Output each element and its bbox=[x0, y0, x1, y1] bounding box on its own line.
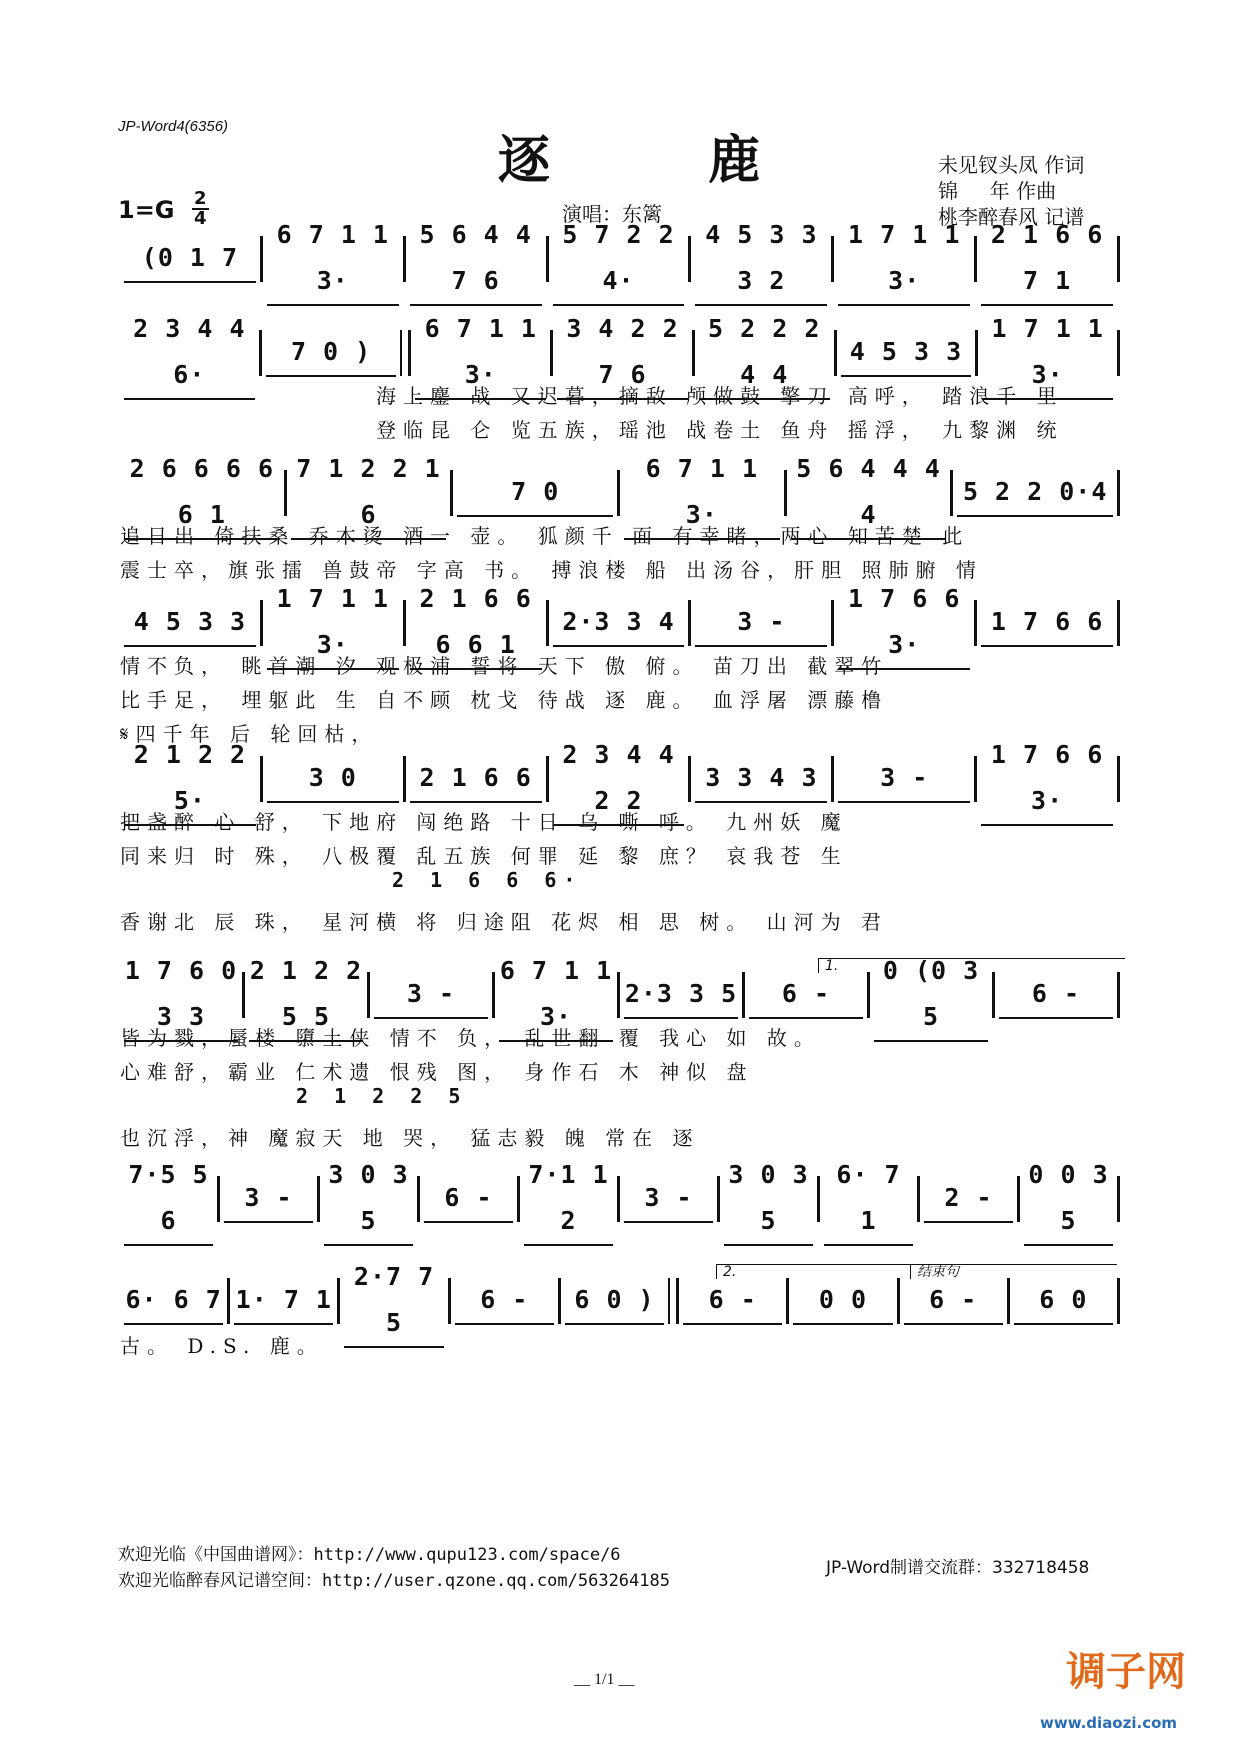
measure: 6 - bbox=[904, 1277, 1003, 1325]
measure: 5 6 4 4 4 4 bbox=[791, 446, 947, 540]
measure: 5 2 2 2 4 4 bbox=[699, 306, 830, 400]
barline bbox=[688, 236, 691, 282]
barline bbox=[260, 756, 263, 802]
measure: 6 7 1 1 3· bbox=[415, 306, 546, 400]
measure: 1 7 6 6 3· bbox=[838, 576, 970, 670]
barline bbox=[831, 756, 834, 802]
lyric-line: 追日出 倚扶桑 乔木烫 酒一 壶。 狐颜千 面 有幸睹，两心 知苦楚 此 bbox=[120, 524, 970, 548]
volta-bracket: 1. bbox=[818, 958, 1125, 973]
barline bbox=[831, 600, 834, 646]
measure: 3 - bbox=[374, 971, 488, 1019]
barline bbox=[217, 1176, 220, 1222]
barline bbox=[1117, 600, 1120, 646]
barline bbox=[831, 236, 834, 282]
barline bbox=[1117, 330, 1120, 376]
measure: 2·3 3 5 bbox=[624, 971, 738, 1019]
time-denominator: 4 bbox=[194, 208, 207, 229]
watermark-url: www.diaozi.com bbox=[1040, 1714, 1178, 1732]
measure: 2 1 2 2 5· bbox=[124, 732, 256, 826]
barline bbox=[546, 600, 549, 646]
measure: 2 1 6 6 6 6 1 bbox=[410, 576, 542, 670]
barline bbox=[403, 236, 406, 282]
watermark-brand: 调子网 bbox=[1066, 1649, 1186, 1695]
measure: 2 3 4 4 6· bbox=[124, 306, 255, 400]
measure: 6 7 1 1 3· bbox=[624, 446, 780, 540]
barline bbox=[834, 330, 837, 376]
lyric-line: 把盏醉 心 舒， 下地府 闯绝路 十日 乌 嘶 呼。 九州妖 魔 bbox=[120, 810, 848, 834]
page-number: __ 1/1 __ bbox=[574, 1671, 635, 1688]
measure: 6 - bbox=[749, 971, 863, 1019]
footer-link-1[interactable]: 欢迎光临《中国曲谱网》：http://www.qupu123.com/space/6 bbox=[118, 1545, 621, 1565]
barline bbox=[1017, 1176, 1020, 1222]
lyric-line: 同来归 时 殊， 八极覆 乱五族 何罪 延 黎 庶？ 哀我苍 生 bbox=[120, 844, 848, 868]
measure: 2 1 6 6 bbox=[410, 755, 542, 803]
measure: 2 - bbox=[924, 1175, 1013, 1223]
ossia-notes: 2 1 6 6 6· bbox=[392, 868, 583, 892]
barline bbox=[492, 972, 495, 1018]
barline bbox=[617, 1176, 620, 1222]
time-numerator: 2 bbox=[194, 188, 207, 209]
barline bbox=[974, 600, 977, 646]
measure: 7 0 bbox=[457, 469, 613, 517]
measure: 3 0 bbox=[267, 755, 399, 803]
barline bbox=[786, 1278, 789, 1324]
barline bbox=[1117, 972, 1120, 1018]
note-line bbox=[120, 740, 1120, 815]
barline bbox=[1117, 1176, 1120, 1222]
barline bbox=[517, 1176, 520, 1222]
measure: 2·7 7 5 bbox=[344, 1254, 443, 1348]
composer: 锦 年 作曲 bbox=[938, 179, 1057, 203]
lyric-line: 海上鏖 战 又迟暮，摘敌 颅做鼓 擎刀 高呼， 踏浪千 里 bbox=[376, 384, 1064, 408]
lyric-line: 登临昆 仑 览五族，瑶池 战卷土 鱼舟 摇浮， 九黎渊 统 bbox=[376, 418, 1064, 442]
lyric-line: 𝄋四千年 后 轮回枯， bbox=[120, 722, 379, 746]
lyric-line: 香谢北 辰 珠， 星河横 将 归途阻 花烬 相 思 树。 山河为 君 bbox=[120, 910, 888, 934]
measure: 1 7 6 0 3 3 bbox=[124, 948, 238, 1042]
barline bbox=[227, 1278, 230, 1324]
barline bbox=[742, 972, 745, 1018]
barline bbox=[260, 236, 263, 282]
barline bbox=[1117, 756, 1120, 802]
measure: 4 5 3 3 3 2 bbox=[695, 212, 827, 306]
note-line bbox=[120, 454, 1120, 529]
time-signature bbox=[192, 190, 209, 228]
measure: 0 (0 3 5 bbox=[874, 948, 988, 1042]
barline bbox=[897, 1278, 900, 1324]
barline bbox=[974, 236, 977, 282]
measure: 6 - bbox=[683, 1277, 782, 1325]
measure: 1 7 1 1 3· bbox=[982, 306, 1113, 400]
barline bbox=[1117, 236, 1120, 282]
barline bbox=[617, 972, 620, 1018]
measure: 6 0 ) bbox=[565, 1277, 664, 1325]
lyric-line: 皆为戮，蜃楼 隳土侠 情不 负， 乱世翻 覆 我心 如 故。 bbox=[120, 1026, 821, 1050]
barline bbox=[448, 1278, 451, 1324]
barline bbox=[1117, 470, 1120, 516]
measure: 4 5 3 3 bbox=[124, 599, 256, 647]
measure: 1 7 1 1 3· bbox=[267, 576, 399, 670]
measure: 7 1 2 2 1 6 bbox=[291, 446, 447, 540]
barline bbox=[1117, 1278, 1120, 1324]
measure: 6 - bbox=[999, 971, 1113, 1019]
barline bbox=[550, 330, 553, 376]
barline bbox=[260, 600, 263, 646]
measure: 1 7 6 6 bbox=[981, 599, 1113, 647]
measure: 2 1 6 6 7 1 bbox=[981, 212, 1113, 306]
measure: 5 7 2 2 4· bbox=[553, 212, 685, 306]
barline bbox=[617, 470, 620, 516]
measure: 6· 7 1 bbox=[824, 1152, 913, 1246]
measure: 3 - bbox=[224, 1175, 313, 1223]
measure: 2 1 2 2 5 5 bbox=[249, 948, 363, 1042]
lyric-line: 震士卒，旗张擂 兽鼓帝 字高 书。 搏浪楼 船 出汤谷，肝胆 照肺腑 情 bbox=[120, 558, 983, 582]
note-line bbox=[120, 220, 1120, 295]
measure: (0 1 7 bbox=[124, 235, 256, 283]
barline bbox=[403, 756, 406, 802]
barline bbox=[450, 470, 453, 516]
barline bbox=[546, 236, 549, 282]
lyric-line: 古。 D.S. 鹿。 bbox=[120, 1334, 324, 1358]
barline bbox=[668, 1278, 679, 1324]
lyricist: 未见钗头凤 作词 bbox=[938, 153, 1085, 177]
measure: 6 0 bbox=[1014, 1277, 1113, 1325]
barline bbox=[817, 1176, 820, 1222]
footer-link-2[interactable]: 欢迎光临醉春风记谱空间：http://user.qzone.qq.com/563264185 bbox=[118, 1571, 670, 1591]
measure: 0 0 3 5 bbox=[1024, 1152, 1113, 1246]
measure: 3 - bbox=[624, 1175, 713, 1223]
barline bbox=[717, 1176, 720, 1222]
measure: 3 4 2 2 7 6 bbox=[557, 306, 688, 400]
measure: 6 7 1 1 3· bbox=[267, 212, 399, 306]
barline bbox=[400, 330, 411, 376]
barline bbox=[259, 330, 262, 376]
note-line bbox=[120, 314, 1120, 389]
key-signature: 1=G bbox=[118, 196, 175, 224]
lyric-line: 也沉浮，神 魔寂天 地 哭， 猛志毅 魄 常在 逐 bbox=[120, 1126, 700, 1150]
measure: 3 0 3 5 bbox=[324, 1152, 413, 1246]
measure: 5 6 4 4 7 6 bbox=[410, 212, 542, 306]
volta-bracket: 2. bbox=[716, 1264, 913, 1279]
measure: 4 5 3 3 bbox=[841, 329, 972, 377]
barline bbox=[242, 972, 245, 1018]
lyric-line: 心难舒，霸业 仁术遗 恨残 图， 身作石 木 神似 盘 bbox=[120, 1060, 754, 1084]
measure: 1 7 1 1 3· bbox=[838, 212, 970, 306]
measure: 2 3 4 4 2 2 bbox=[553, 732, 685, 826]
measure: 5 2 2 0·4 bbox=[957, 469, 1113, 517]
measure: 1 7 6 6 3· bbox=[981, 732, 1113, 826]
barline bbox=[688, 756, 691, 802]
lyric-line: 情不负， 眺首潮 汐 观极浦 誓将 天下 傲 俯。 苗刀出 截翠竹 bbox=[120, 654, 889, 678]
note-line bbox=[120, 1160, 1120, 1235]
measure: 6 - bbox=[424, 1175, 513, 1223]
barline bbox=[688, 600, 691, 646]
measure: 7·5 5 6 bbox=[124, 1152, 213, 1246]
song-title: 逐 鹿 bbox=[498, 131, 831, 191]
barline bbox=[317, 1176, 320, 1222]
barline bbox=[546, 756, 549, 802]
measure: 0 0 bbox=[793, 1277, 892, 1325]
transcriber: 桃李醉春风 记谱 bbox=[938, 205, 1085, 229]
measure: 3 - bbox=[838, 755, 970, 803]
note-line bbox=[120, 584, 1120, 659]
coda-bracket: 结束句 bbox=[910, 1264, 1117, 1279]
barline bbox=[950, 470, 953, 516]
barline bbox=[867, 972, 870, 1018]
barline bbox=[558, 1278, 561, 1324]
measure: 3 0 3 5 bbox=[724, 1152, 813, 1246]
footer-group: JP-Word制谱交流群：332718458 bbox=[826, 1558, 1090, 1578]
barline bbox=[975, 330, 978, 376]
barline bbox=[337, 1278, 340, 1324]
barline bbox=[692, 330, 695, 376]
measure: 7 0 ) bbox=[266, 329, 397, 377]
lyric-line: 比手足， 埋躯此 生 自不顾 枕戈 待战 逐 鹿。 血浮屠 漂藤橹 bbox=[120, 688, 889, 712]
measure: 6· 6 7 bbox=[124, 1277, 223, 1325]
measure: 3 3 4 3 bbox=[695, 755, 827, 803]
ossia-notes: 2 1 2 2 5 bbox=[296, 1084, 468, 1108]
barline bbox=[417, 1176, 420, 1222]
barline bbox=[367, 972, 370, 1018]
barline bbox=[992, 972, 995, 1018]
measure: 3 - bbox=[695, 599, 827, 647]
note-line bbox=[120, 956, 1120, 1031]
measure: 2 6 6 6 6 6 1 bbox=[124, 446, 280, 540]
barline bbox=[917, 1176, 920, 1222]
measure: 7·1 1 2 bbox=[524, 1152, 613, 1246]
generator-label: JP-Word4(6356) bbox=[118, 118, 229, 135]
measure: 1· 7 1 bbox=[234, 1277, 333, 1325]
barline bbox=[403, 600, 406, 646]
barline bbox=[1007, 1278, 1010, 1324]
measure: 6 - bbox=[455, 1277, 554, 1325]
singer: 演唱：东篱 bbox=[562, 202, 662, 226]
measure: 2·3 3 4 bbox=[553, 599, 685, 647]
barline bbox=[974, 756, 977, 802]
measure: 6 7 1 1 3· bbox=[499, 948, 613, 1042]
barline bbox=[284, 470, 287, 516]
barline bbox=[784, 470, 787, 516]
